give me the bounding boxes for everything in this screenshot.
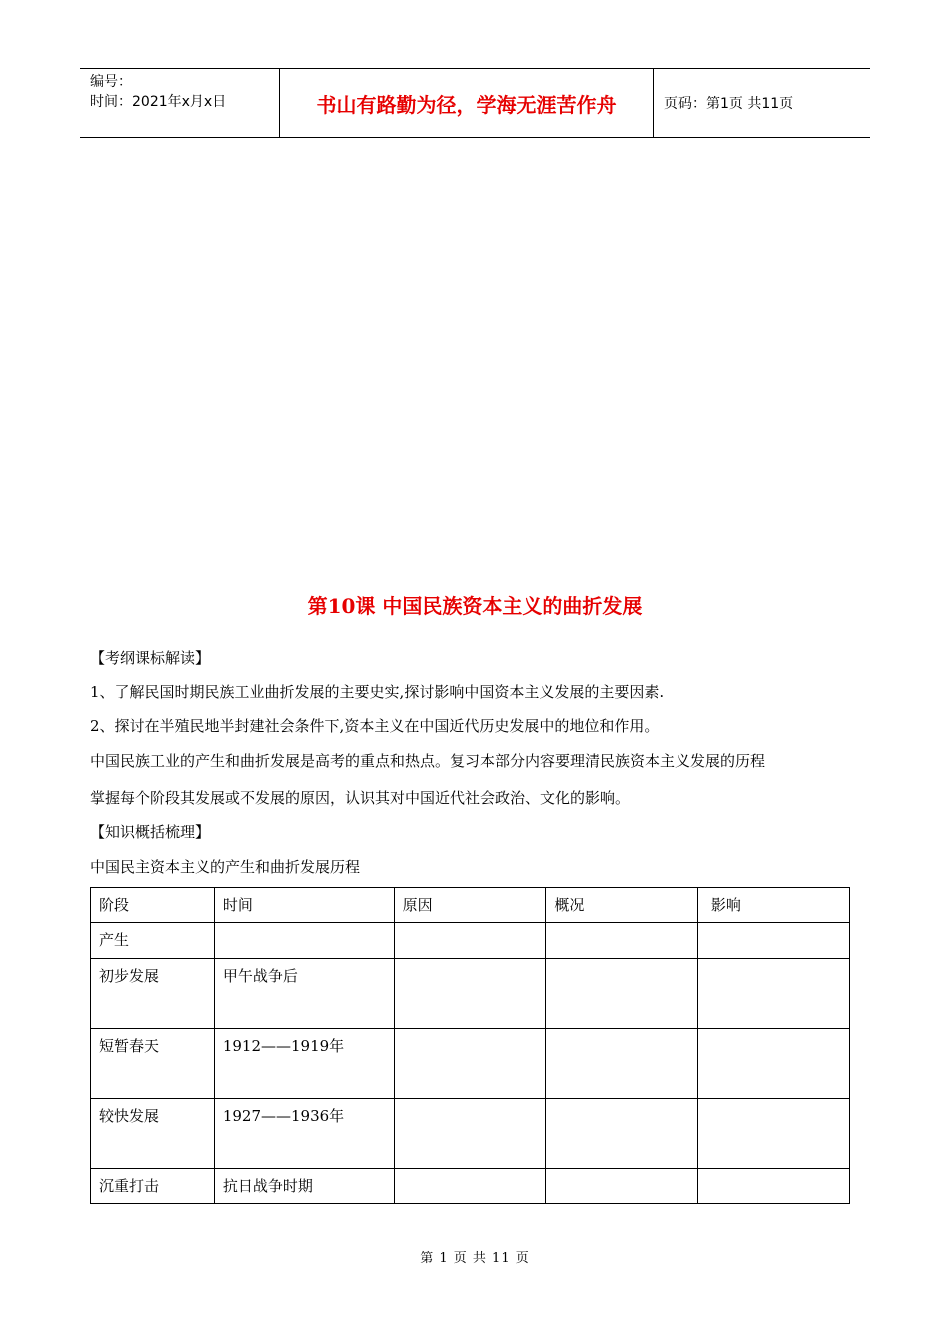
knowledge-heading: 【知识概括梳理】 [90,823,211,841]
page-footer: 第 1 页 共 11 页 [420,1251,530,1266]
table-row [91,959,850,1029]
table-row [91,1029,850,1099]
header-cell-impact: 影响 [698,888,850,923]
table-caption: 中国民主资本主义的产生和曲折发展历程 [90,858,361,876]
stage-cell: 短暂春天 [91,1029,215,1099]
development-table [90,887,850,1204]
intro-line-2: 掌握每个阶段其发展或不发展的原因，认识其对中国近代社会政治、文化的影响。 [90,789,631,807]
time-cell [214,923,394,959]
impact-cell [698,1029,850,1099]
header-page-label: 页码：第1页 共11页 [664,96,794,112]
reason-cell [394,1099,546,1169]
time-cell: 1912——1919年 [214,1029,394,1099]
header-cell-stage: 阶段 [91,888,215,923]
header-info [80,69,280,137]
stage-cell: 沉重打击 [91,1169,215,1204]
impact-cell [698,1169,850,1204]
syllabus-heading: 【考纲课标解读】 [90,649,211,667]
time-cell: 抗日战争时期 [214,1169,394,1204]
impact-cell [698,923,850,959]
syllabus-item-1: 1、了解民国时期民族工业曲折发展的主要史实,探讨影响中国资本主义发展的主要因素. [90,683,665,701]
number-label: 编号： [90,74,132,90]
header-cell-reason: 原因 [394,888,546,923]
stage-cell: 较快发展 [91,1099,215,1169]
overview-cell [546,923,698,959]
header-motto: 书山有路勤为径，学海无涯苦作舟 [280,69,654,137]
header-cell-overview: 概况 [546,888,698,923]
table-row [91,1099,850,1169]
time-label: 时间：2021年x月x日 [90,94,227,110]
table-row [91,1169,850,1204]
document-header [80,68,870,138]
time-cell: 1927——1936年 [214,1099,394,1169]
overview-cell [546,959,698,1029]
overview-cell [546,1169,698,1204]
reason-cell [394,1169,546,1204]
impact-cell [698,959,850,1029]
intro-line-1: 中国民族工业的产生和曲折发展是高考的重点和热点。复习本部分内容要理清民族资本主义发展的历程 [90,752,766,770]
syllabus-item-2: 2、探讨在半殖民地半封建社会条件下,资本主义在中国近代历史发展中的地位和作用。 [90,717,660,735]
stage-cell: 初步发展 [91,959,215,1029]
header-cell-time: 时间 [214,888,394,923]
stage-cell: 产生 [91,923,215,959]
impact-cell [698,1099,850,1169]
reason-cell [394,959,546,1029]
time-cell: 甲午战争后 [214,959,394,1029]
table-header-row [91,888,850,923]
table-row [91,923,850,959]
lesson-title: 第10课 中国民族资本主义的曲折发展 [307,594,643,618]
overview-cell [546,1029,698,1099]
reason-cell [394,923,546,959]
overview-cell [546,1099,698,1169]
reason-cell [394,1029,546,1099]
